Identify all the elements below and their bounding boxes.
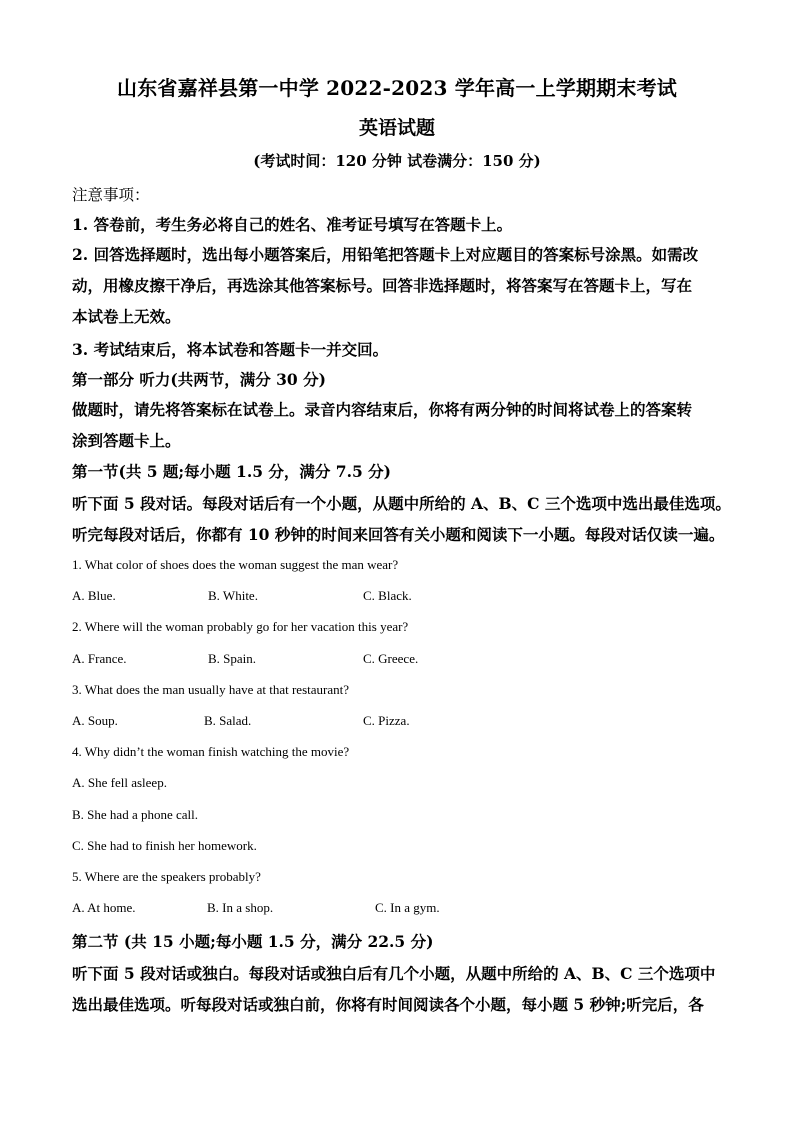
section2-instruction-line-1: 听下面 5 段对话或独白。每段对话或独白后有几个小题，从题中所给的 A、B、C 三个选项中 [72,964,716,983]
exam-info: (考试时间：120 分钟 试卷满分：150 分) [253,152,541,170]
q1-option-a: A. Blue. [72,588,116,603]
part1-intro-line-2: 涂到答题卡上。 [72,431,181,450]
section2-heading: 第二节 (共 15 小题;每小题 1.5 分，满分 22.5 分) [72,932,434,951]
q2-option-c: C. Greece. [363,651,419,666]
note-item-2-line-2: 动，用橡皮擦干净后，再选涂其他答案标号。回答非选择题时，将答案写在答题卡上，写在 [72,276,693,295]
exam-title: 山东省嘉祥县第一中学 2022-2023 学年高一上学期期末考试 [117,76,677,100]
q4-option-b: B. She had a phone call. [72,807,198,822]
section2-instruction-line-2: 选出最佳选项。听每段对话或独白前，你将有时间阅读各个小题，每小题 5 秒钟;听完后，各 [72,995,704,1014]
q5-option-b: B. In a shop. [207,900,274,915]
q1-option-b: B. White. [208,588,258,603]
note-item-2-line-3: 本试卷上无效。 [72,307,181,326]
q3-option-a: A. Soup. [72,713,118,728]
part1-heading: 第一部分 听力(共两节，满分 30 分) [72,370,326,389]
q3-option-b: B. Salad. [204,713,252,728]
question-5: 5. Where are the speakers probably? [72,869,261,884]
q2-option-a: A. France. [72,651,127,666]
q2-option-b: B. Spain. [208,651,257,666]
part1-intro-line-1: 做题时，请先将答案标在试卷上。录音内容结束后，你将有两分钟的时间将试卷上的答案转 [72,400,693,419]
question-2: 2. Where will the woman probably go for her vacation this year? [72,619,409,634]
exam-subtitle: 英语试题 [358,117,435,139]
notes-heading: 注意事项： [72,186,150,204]
q3-option-c: C. Pizza. [363,713,410,728]
section1-instruction-line-1: 听下面 5 段对话。每段对话后有一个小题，从题中所给的 A、B、C 三个选项中选出最佳选项。 [72,494,731,513]
q4-option-c: C. She had to finish her homework. [72,838,257,853]
note-item-2-line-1: 2. 回答选择题时，选出每小题答案后，用铅笔把答题卡上对应题目的答案标号涂黑。如需改 [72,245,699,264]
q5-option-a: A. At home. [72,900,136,915]
question-3: 3. What does the man usually have at that restaurant? [72,682,349,697]
question-4: 4. Why didn’t the woman finish watching the movie? [72,744,350,759]
section1-instruction-line-2: 听完每段对话后，你都有 10 秒钟的时间来回答有关小题和阅读下一小题。每段对话仅读一遍。 [72,525,725,544]
q4-option-a: A. She fell asleep. [72,775,167,790]
note-item-3: 3. 考试结束后，将本试卷和答题卡一并交回。 [72,340,389,359]
q5-option-c: C. In a gym. [375,900,440,915]
q1-option-c: C. Black. [363,588,412,603]
question-1: 1. What color of shoes does the woman suggest the man wear? [72,557,399,572]
section1-heading: 第一节(共 5 题;每小题 1.5 分，满分 7.5 分) [72,462,391,481]
note-item-1: 1. 答卷前，考生务必将自己的姓名、准考证号填写在答题卡上。 [72,215,513,234]
